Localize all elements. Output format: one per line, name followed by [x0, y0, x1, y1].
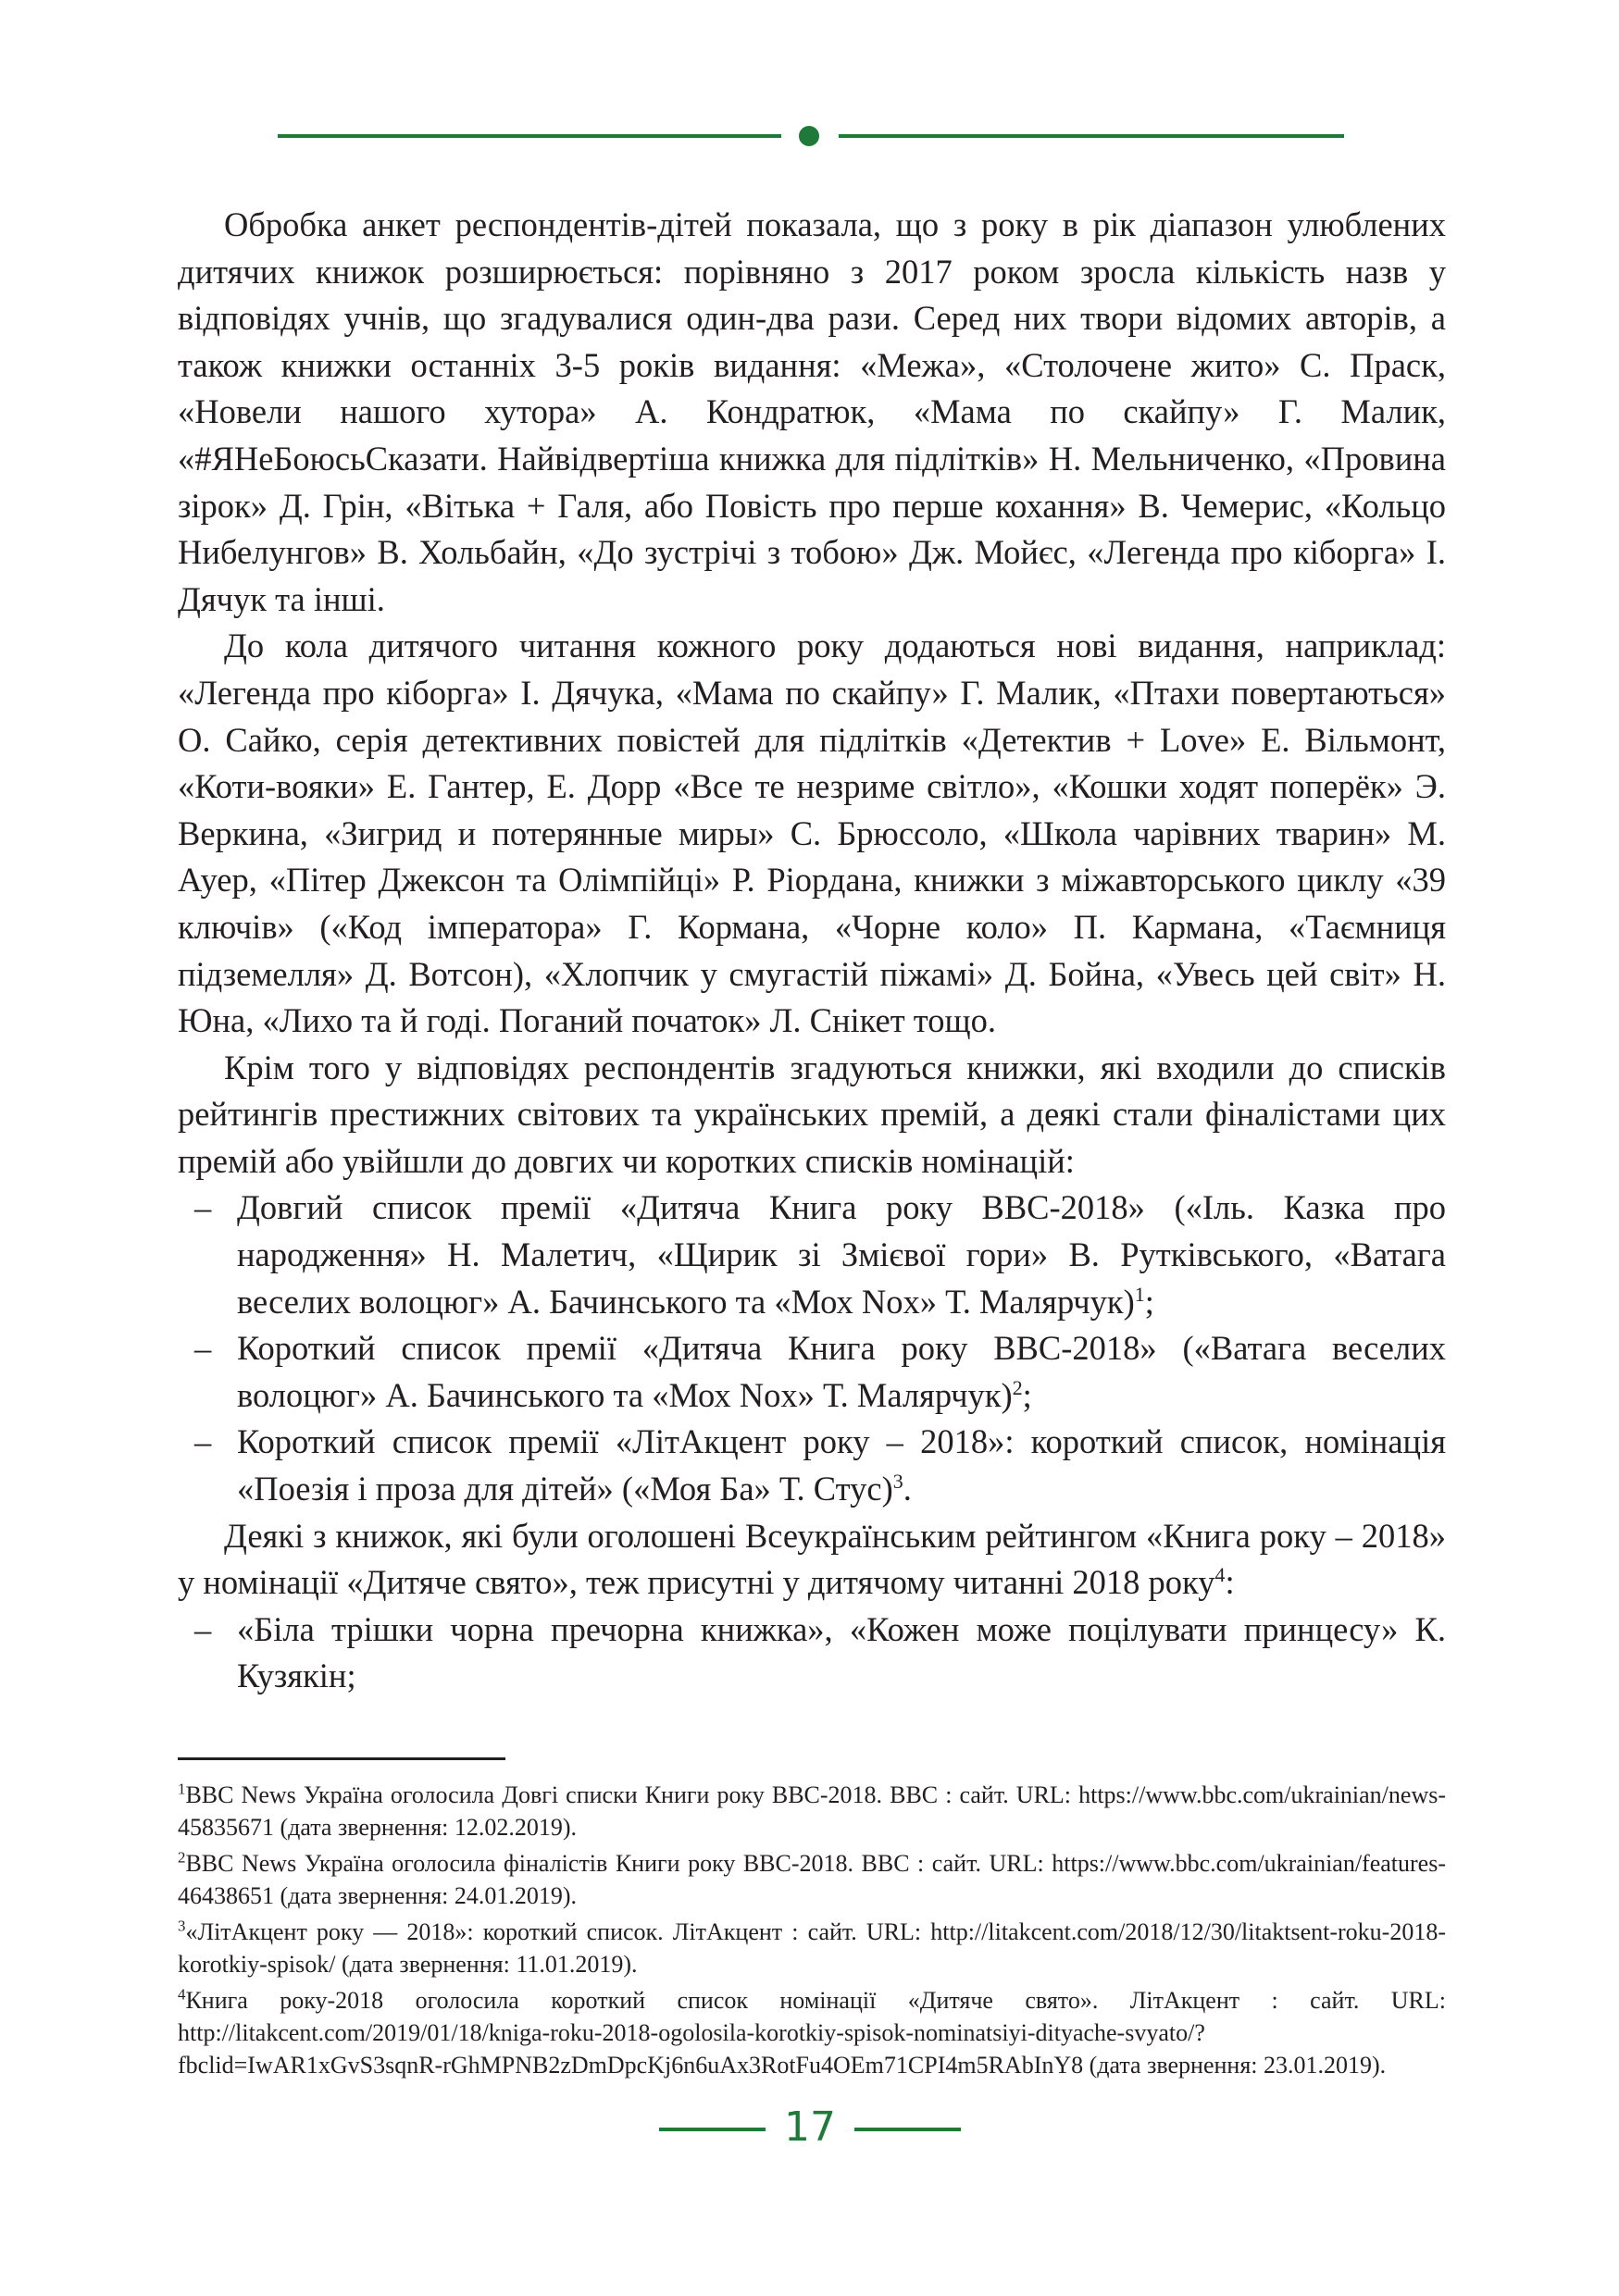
footnote-text: BBC News Україна оголосила Довгі списки Книги року ВВС-2018. ВВС : сайт. URL: https://www.bbc.com/ukrainian/news-45835671 (дата звернення: 12.02.2019).: [178, 1781, 1446, 1841]
footnote: [178, 1916, 1446, 1980]
footnote-ref: 1: [1134, 1282, 1145, 1306]
footnote-number: 3: [178, 1917, 186, 1935]
page-footer: [659, 2100, 961, 2157]
footnote: [178, 1847, 1446, 1912]
footnote-ref: 3: [892, 1469, 903, 1493]
main-text: [178, 202, 1446, 1700]
list-item-text: Короткий список премії «ЛітАкцент року – 2018»: короткий список, номінація «Поезія і проза для дітей» («Моя Ба» Т. Стус): [237, 1422, 1446, 1508]
paragraph-3: Крім того у відповідях респондентів згадуються книжки, які входили до списків рейтингів престижних світових та українських премій, а деякі стали фіналістами цих премій або увійшли до довгих чи коротких списків номінацій:: [178, 1048, 1446, 1180]
paragraph-4-text: Деякі з книжок, які були оголошені Всеукраїнським рейтингом «Книга року – 2018» у номінації «Дитяче свято», теж присутні у дитячому читанні 2018 року: [178, 1516, 1446, 1602]
list-item-text: Короткий список премії «Дитяча Книга року ВВС-2018» («Ватага веселих волоцюг» А. Бачинського та «Мох Nox» Т. Малярчук): [237, 1329, 1446, 1414]
list-dash: –: [194, 1329, 212, 1368]
list-item: [178, 1185, 1446, 1325]
footnote-text: «ЛітАкцент року — 2018»: короткий список. ЛітАкцент : сайт. URL: http://litakcent.com/2018/12/30/litaktsent-roku-2018-korotkiy-spisok/ (дата звернення: 11.01.2019).: [178, 1918, 1446, 1978]
footnote-ref: 2: [1012, 1375, 1023, 1399]
list-item: [178, 1419, 1446, 1512]
page-number-line-right: [854, 2128, 961, 2131]
list-item-end: .: [903, 1470, 912, 1508]
page-number: 17: [784, 2104, 836, 2151]
paragraph-4-end: :: [1225, 1563, 1235, 1602]
ornament-line-left: [278, 134, 781, 138]
list-dash: –: [194, 1422, 212, 1461]
list-item-end: ;: [1144, 1282, 1154, 1321]
footnotes: [178, 1779, 1446, 2085]
page-number-line-left: [659, 2128, 766, 2131]
list-dash: –: [194, 1609, 212, 1648]
ornament-line-right: [839, 134, 1344, 138]
footnote: [178, 1984, 1446, 2081]
list-item-end: ;: [1022, 1375, 1032, 1414]
list-item-text: «Біла трішки чорна пречорна книжка», «Кожен може поцілувати принцесу» К. Кузякін;: [237, 1609, 1446, 1695]
paragraph-1: Обробка анкет респондентів-дітей показала, що з року в рік діапазон улюблених дитячих книжок розширюється: порівняно з 2017 роком зросла кількість назв у відповідях учнів, що згадувалися один-два рази. Серед них твори відомих авторів, а також книжки останніх 3-5 років видання: «Межа», «Столочене жито» С. Праск, «Новели нашого хутора» А. Кондратюк, «Мама по скайпу» Г. Малик, «#ЯНеБоюсьСказати. Найвідвертіша книжка для підлітків» Н. Мельниченко, «Провина зірок» Д. Грін, «Вітька + Галя, або Повість про перше кохання» В. Чемерис, «Кольцо Нибелунгов» В. Хольбайн, «До зустрічі з тобою» Дж. Мойєс, «Легенда про кіборга» І. Дячук та інші.: [178, 205, 1446, 618]
footnote: [178, 1779, 1446, 1843]
footnote-number: 4: [178, 1985, 186, 2004]
footnote-text: Книга року-2018 оголосила короткий список номінації «Дитяче свято». ЛітАкцент : сайт. URL: http://litakcent.com/2019/01/18/kniga-roku-2018-ogolosila-korotkiy-spisok-nominatsiyi-dityache-svyato/?fbclid=IwAR1xGvS3sqnR-rGhMPNB2zDmDpcKj6n6uAx3RotFu4OEm71CPI4m5RAbInY8 (дата звернення: 23.01.2019).: [178, 1987, 1446, 2079]
ornament-dot: [799, 126, 819, 146]
list-dash: –: [194, 1188, 212, 1227]
footnote-text: BBC News Україна оголосила фіналістів Книги року ВВС-2018. ВВС : сайт. URL: https://www.bbc.com/ukrainian/features-46438651 (дата звернення: 24.01.2019).: [178, 1850, 1446, 1909]
footnote-ref: 4: [1214, 1563, 1226, 1587]
footnote-separator: [178, 1757, 505, 1760]
paragraph-4: [178, 1513, 1446, 1607]
footnote-number: 2: [178, 1848, 186, 1867]
top-ornament: [278, 122, 1344, 150]
paragraph-2: До кола дитячого читання кожного року додаються нові видання, наприклад: «Легенда про кіборга» І. Дячука, «Мама по скайпу» Г. Малик, «Птахи повертаються» О. Сайко, серія детективних повістей для підлітків «Детектив + Love» Е. Вільмонт, «Коти-вояки» Е. Гантер, Е. Дорр «Все те незриме світло», «Кошки ходят поперёк» Э. Веркина, «Зигрид и потерянные миры» С. Брюссоло, «Школа чарівних тварин» М. Ауер, «Пітер Джексон та Олімпійці» Р. Ріордана, книжки з міжавторського циклу «39 ключів» («Код імператора» Г. Кормана, «Чорне коло» П. Кармана, «Таємниця підземелля» Д. Вотсон), «Хлопчик у смугастій піжамі» Д. Бойна, «Увесь цей світ» Н. Юна, «Лихо та й годі. Поганий початок» Л. Снікет тощо.: [178, 627, 1446, 1040]
footnote-number: 1: [178, 1780, 186, 1798]
list-item: [178, 1607, 1446, 1700]
list-item: [178, 1325, 1446, 1419]
list-item-text: Довгий список премії «Дитяча Книга року ВВС-2018» («Іль. Казка про народження» Н. Малетич, «Щирик зі Змієвої гори» В. Рутківського, «Ватага веселих волоцюг» А. Бачинського та «Мох Nox» Т. Малярчук): [237, 1188, 1446, 1321]
